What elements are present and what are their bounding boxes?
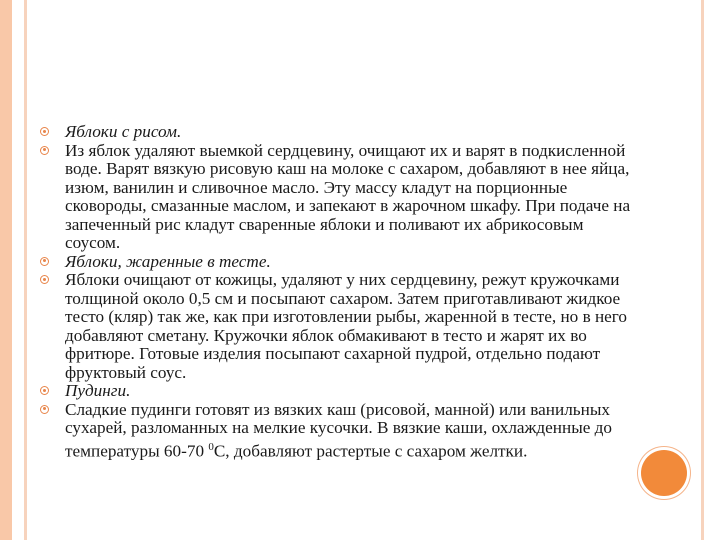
- list-item: [40, 382, 640, 401]
- list-item: [40, 253, 640, 272]
- temperature-superscript: 0: [208, 440, 214, 453]
- ring-bullet-icon: [40, 405, 49, 414]
- slide-content: [40, 123, 640, 461]
- item-text: Пудинги.: [65, 381, 131, 400]
- list-item: [40, 271, 640, 382]
- item-text-before: Сладкие пудинги готовят из вязких каш (рисовой, манной) или ванильных сухарей, разломанных на мелкие кусочки. В вязкие каши, охлажденные до температуры 60-70: [65, 399, 613, 461]
- item-text-after: С, добавляют растертые с сахаром желтки.: [213, 441, 528, 461]
- item-text: Яблоки с рисом.: [65, 122, 182, 141]
- ring-bullet-icon: [40, 275, 49, 284]
- item-text: Из яблок удаляют выемкой сердцевину, очищают их и варят в подкисленной воде. Варят вязкую рисовую каш на молоке с сахаром, добавляют в нее яйца, изюм, ванилин и сливочное масло. Эту массу кладут на порционные сковороды, смазанные маслом, и запекают в жарочном шкафу. При подаче на запеченный рис кладут сваренные яблоки и поливают их абрикосовым соусом.: [65, 140, 631, 252]
- item-text: Яблоки очищают от кожицы, удаляют у них сердцевину, режут кружочками толщиной около 0,5 см и посыпают сахаром. Затем приготавливают жидкое тесто (кляр) так же, как при изготовлении рыбы, жаренной в тесте, но в него добавляют сметану. Кружочки яблок обмакивают в тесто и жарят их во фритюре. Готовые изделия посыпают сахарной пудрой, отдельно подают фруктовый соус.: [65, 270, 628, 382]
- ring-bullet-icon: [40, 257, 49, 266]
- list-item: [40, 142, 640, 253]
- ring-bullet-icon: [40, 127, 49, 136]
- list-item: [40, 123, 640, 142]
- orange-circle-decoration: [641, 450, 687, 496]
- ring-bullet-icon: [40, 146, 49, 155]
- item-text: Яблоки, жаренные в тесте.: [65, 251, 271, 271]
- ring-bullet-icon: [40, 386, 49, 395]
- list-item: [40, 401, 640, 461]
- left-decorative-bar: [0, 0, 12, 540]
- bullet-list: [40, 123, 640, 461]
